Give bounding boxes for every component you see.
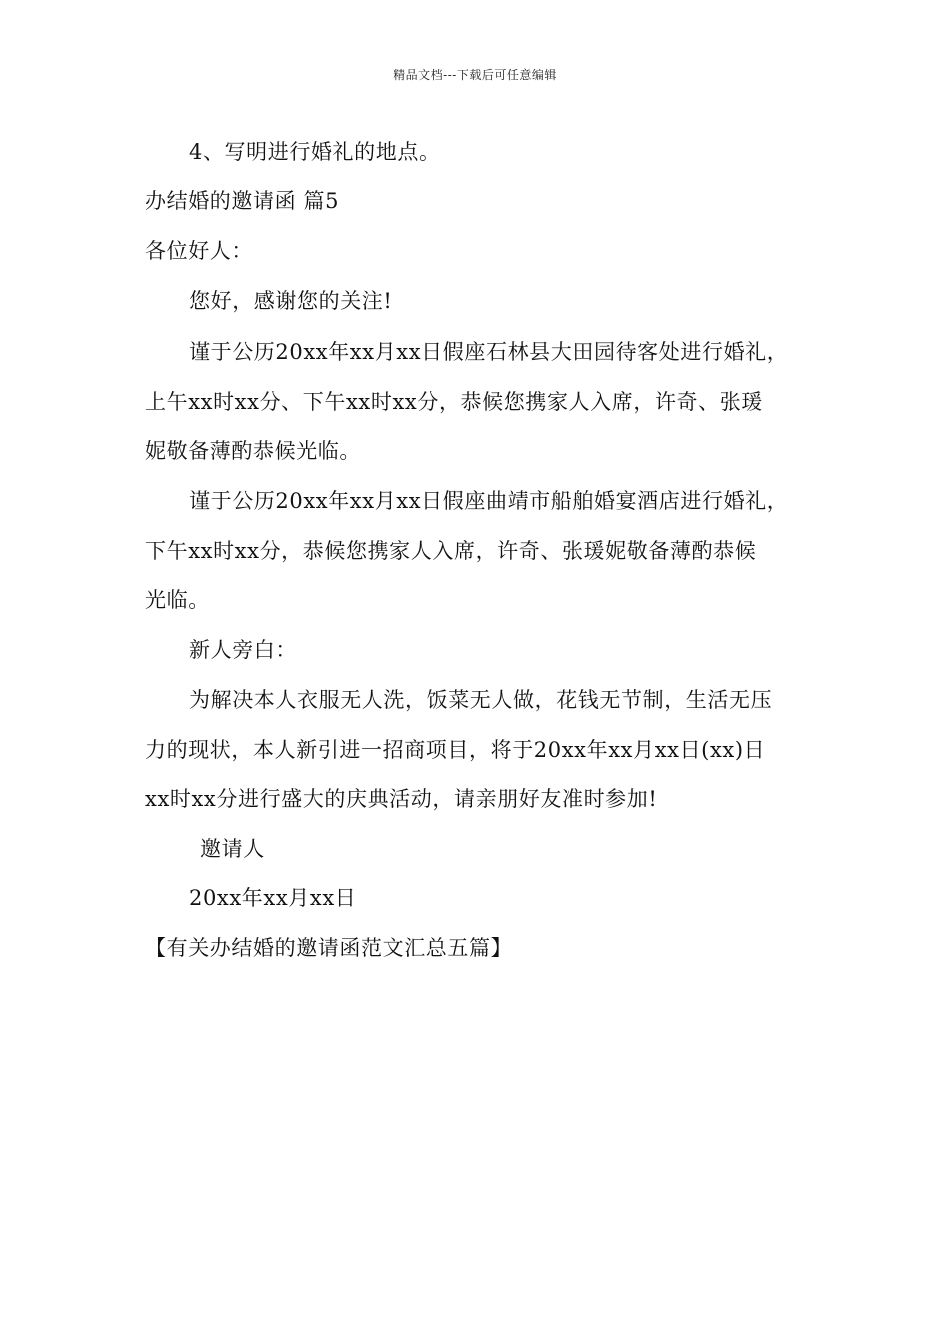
paragraph-3-line-3: xx时xx分进行盛大的庆典活动，请亲朋好友准时参加! (145, 787, 658, 811)
section-heading: 办结婚的邀请函 篇5 (145, 189, 340, 213)
paragraph-1-line-3: 妮敬备薄酌恭候光临。 (145, 439, 361, 463)
paragraph-2-line-3: 光临。 (145, 588, 210, 612)
paragraph-1-line-1: 谨于公历20xx年xx月xx日假座石林县大田园待客处进行婚礼， (189, 340, 789, 364)
paragraph-1-line-2: 上午xx时xx分、下午xx时xx分，恭候您携家人入席，许奇、张瑗 (145, 390, 763, 414)
paragraph-2-line-2: 下午xx时xx分，恭候您携家人入席，许奇、张瑗妮敬备薄酌恭候 (145, 539, 757, 563)
date-line: 20xx年xx月xx日 (189, 886, 357, 910)
list-item-step-4: 4、写明进行婚礼的地点。 (189, 140, 441, 164)
inviter-signature: 邀请人 (200, 837, 265, 861)
paragraph-3-line-1: 为解决本人衣服无人洗，饭菜无人做，花钱无节制，生活无压 (189, 688, 773, 712)
page-header: 精品文档---下载后可任意编辑 (393, 68, 557, 82)
paragraph-2-line-1: 谨于公历20xx年xx月xx日假座曲靖市船舶婚宴酒店进行婚礼， (189, 489, 789, 513)
document-footer-title: 【有关办结婚的邀请函范文汇总五篇】 (145, 936, 513, 960)
paragraph-3-line-2: 力的现状，本人新引进一招商项目，将于20xx年xx月xx日(xx)日 (145, 738, 766, 762)
greeting-line: 您好，感谢您的关注! (189, 289, 393, 313)
aside-heading: 新人旁白： (189, 638, 297, 662)
salutation: 各位好人： (145, 239, 253, 263)
